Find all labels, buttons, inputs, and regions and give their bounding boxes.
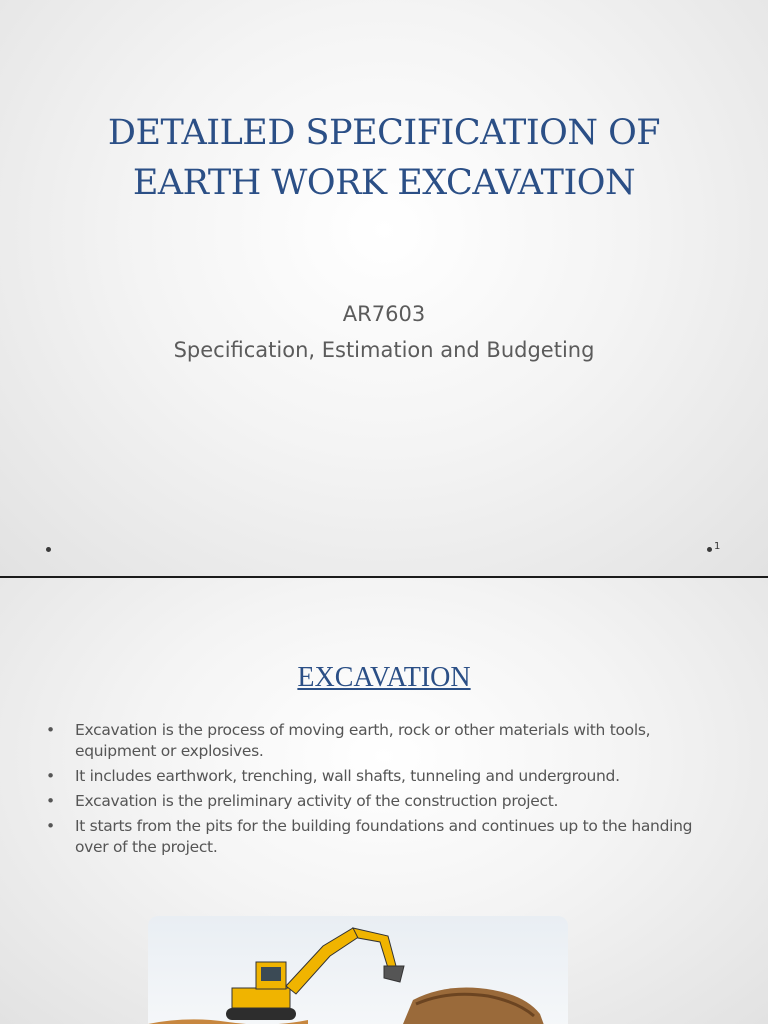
excavator-illustration	[148, 916, 568, 1024]
course-name: Specification, Estimation and Budgeting	[173, 338, 595, 362]
bullet-list	[40, 720, 730, 862]
bullet-item	[40, 791, 730, 812]
title-line-1: DETAILED SPECIFICATION OF	[107, 113, 661, 153]
excavator-clipart	[148, 916, 568, 1024]
slide-title	[30, 108, 738, 208]
page-number: 1	[714, 541, 721, 552]
bullet-text: Excavation is the preliminary activity of the construction project.	[75, 792, 559, 810]
dirt-pile-left	[148, 1019, 308, 1024]
bullet-item	[40, 816, 730, 858]
excavator-icon	[226, 928, 404, 1020]
slide-heading: EXCAVATION	[297, 662, 471, 693]
bullet-marker: •	[46, 792, 55, 810]
bullet-marker: •	[46, 767, 55, 785]
bullet-item	[40, 720, 730, 762]
bullet-text: It includes earthwork, trenching, wall shafts, tunneling and underground.	[75, 767, 620, 785]
footer-dot-right	[707, 547, 712, 552]
bullet-text: It starts from the pits for the building foundations and continues up to the handing over of the project.	[75, 817, 693, 856]
excavation-slide	[0, 578, 768, 1024]
bullet-text: Excavation is the process of moving earth, rock or other materials with tools, equipment or explosives.	[75, 721, 651, 760]
footer-dot-left	[46, 547, 51, 552]
course-code: AR7603	[342, 302, 426, 326]
bullet-item	[40, 766, 730, 787]
title-line-2: EARTH WORK EXCAVATION	[132, 163, 636, 203]
bullet-marker: •	[46, 721, 55, 739]
bullet-marker: •	[46, 817, 55, 835]
